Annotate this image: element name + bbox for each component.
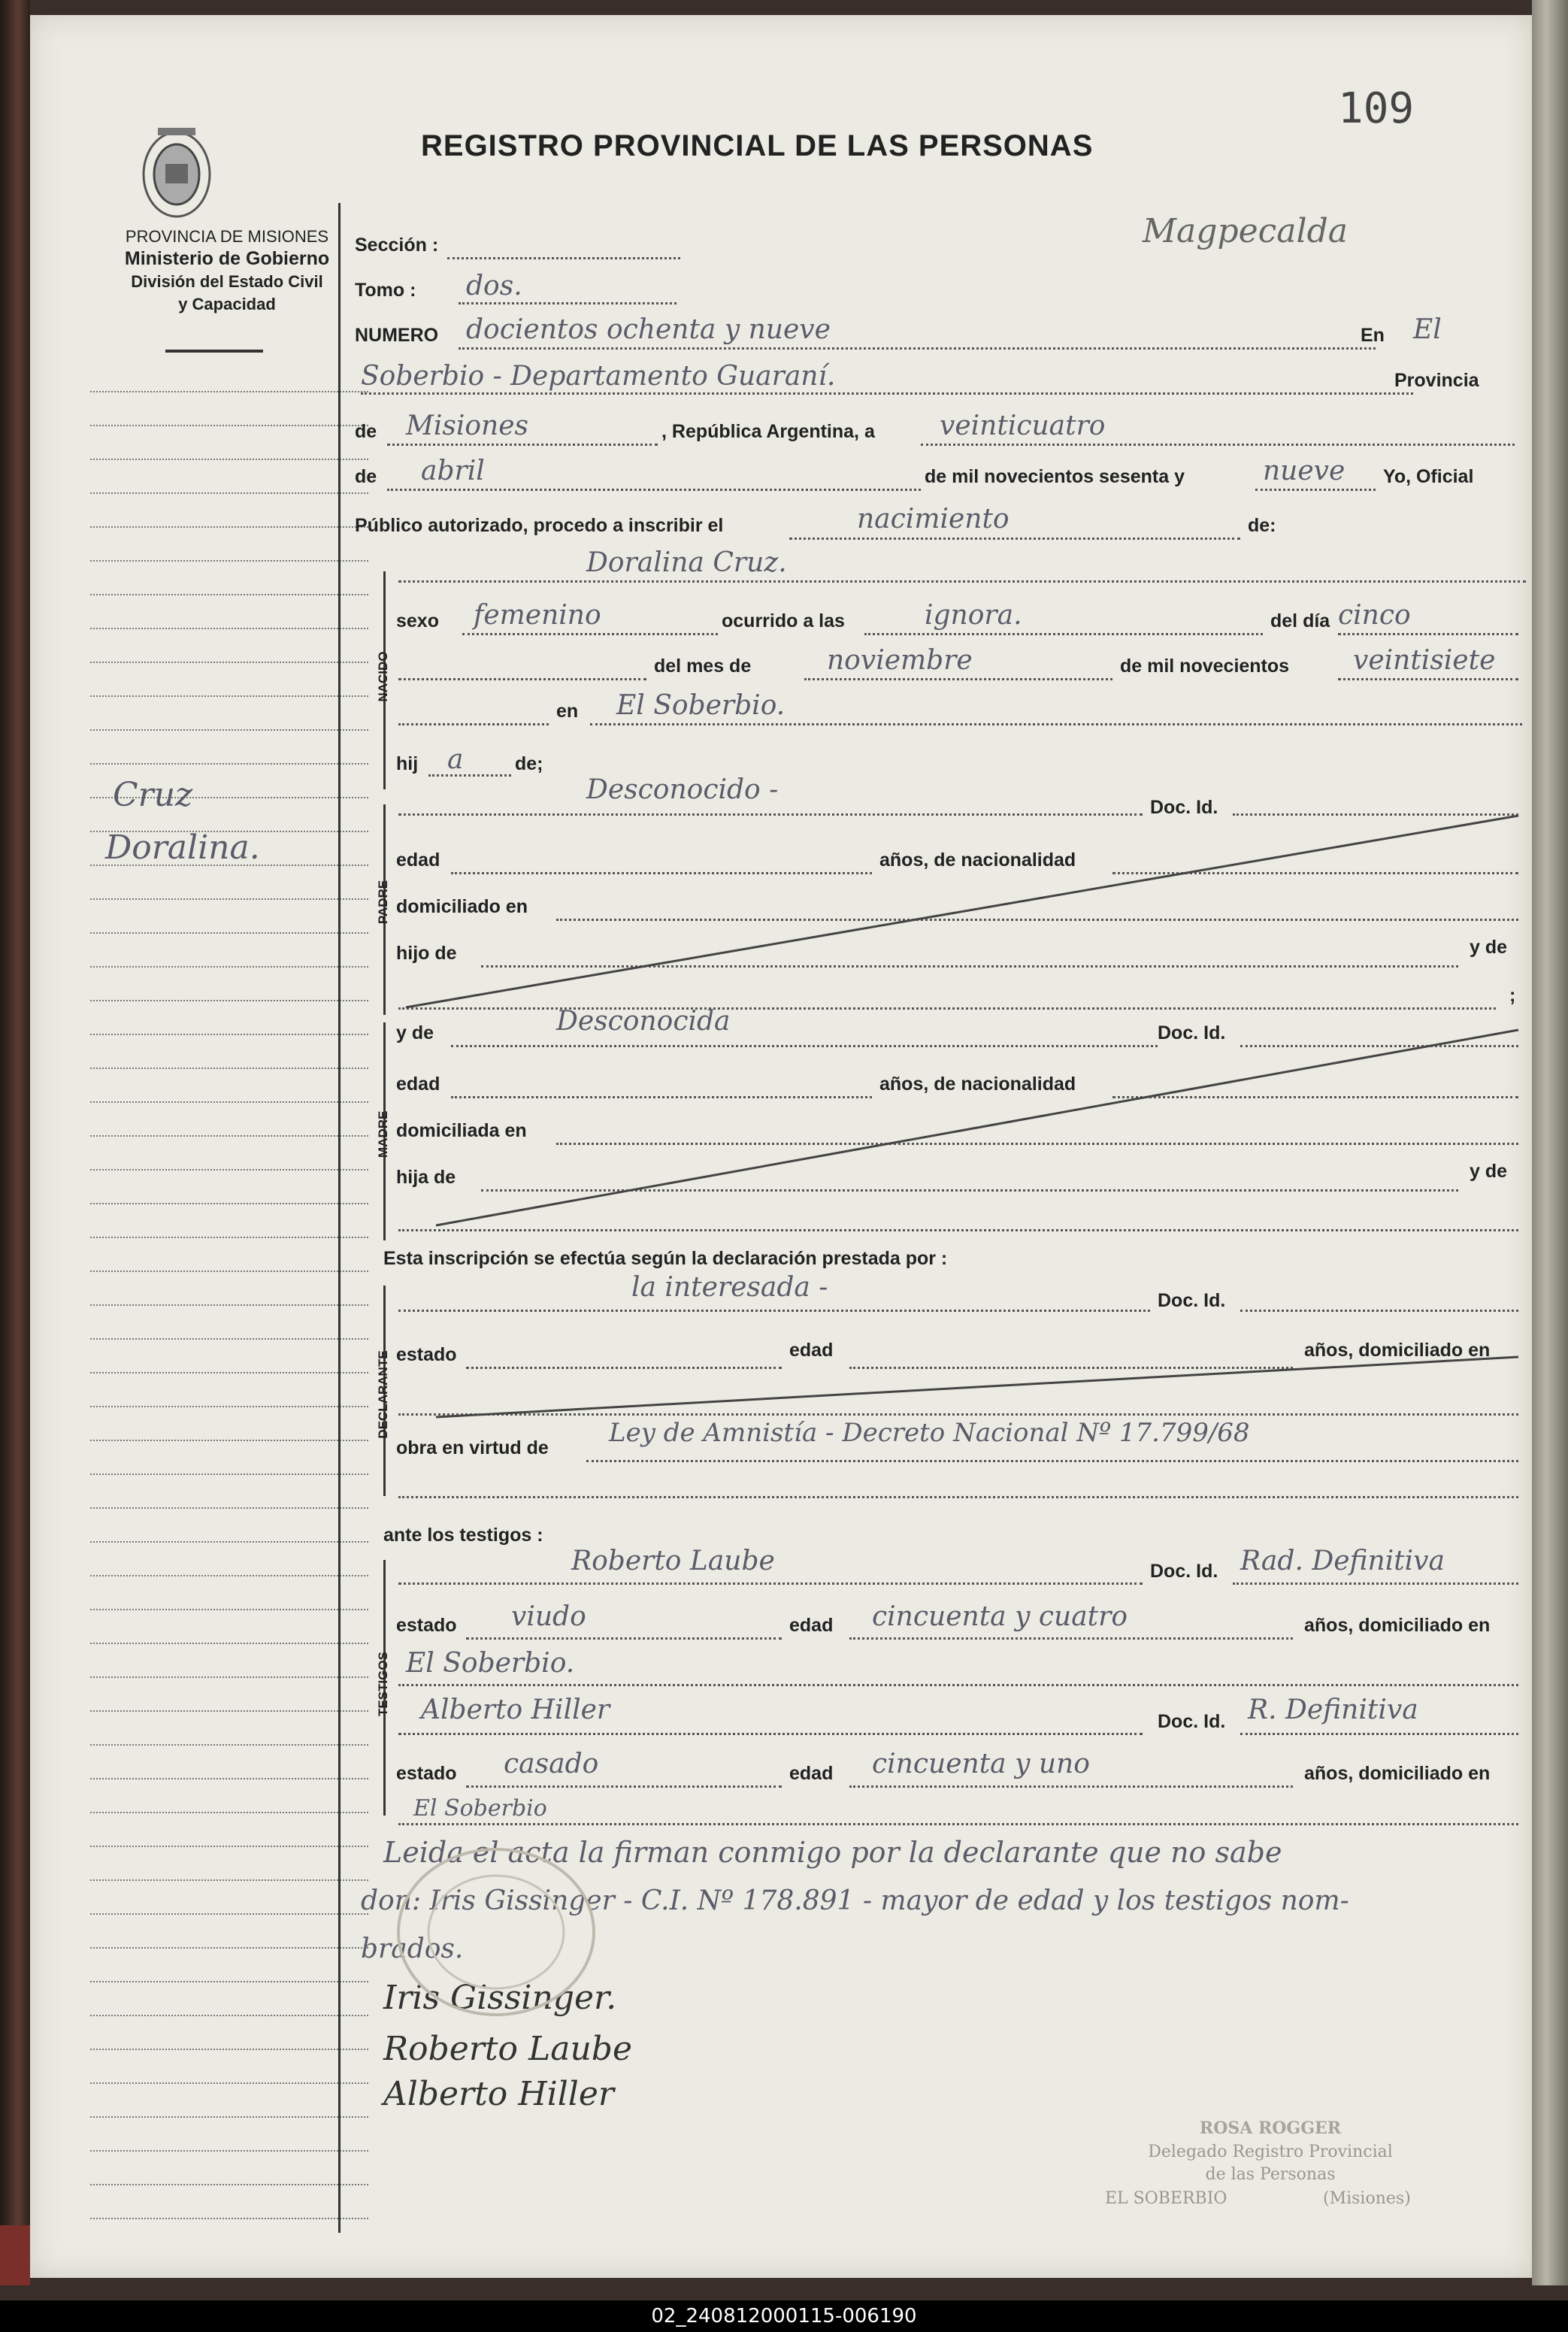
margin-line xyxy=(90,492,368,494)
margin-line xyxy=(90,1304,368,1306)
margin-line xyxy=(90,459,368,460)
signature-testigo2: Alberto Hiller xyxy=(383,2075,614,2113)
margin-line xyxy=(90,1846,368,1847)
madre-y-de-label: y de xyxy=(396,1022,434,1043)
margin-line xyxy=(90,1913,368,1915)
testigos-section-label: TESTIGOS xyxy=(376,1652,390,1716)
margin-line xyxy=(90,1676,368,1678)
margin-line xyxy=(90,1541,368,1543)
margin-line xyxy=(90,662,368,663)
madre-edad-label: edad xyxy=(396,1074,440,1095)
padre-dom-label: domiciliado en xyxy=(396,896,528,917)
margin-line xyxy=(90,594,368,595)
margin-line xyxy=(90,1406,368,1407)
declarante-doc-label: Doc. Id. xyxy=(1158,1290,1226,1311)
margin-line xyxy=(90,1068,368,1069)
nota-line-1: Leida el acta la firman conmigo por la declarante que no sabe xyxy=(383,1836,1282,1869)
margin-line xyxy=(90,1575,368,1576)
nota-line-3: brados. xyxy=(361,1934,464,1964)
stamp-subtitle: de las Personas xyxy=(1205,2165,1336,2184)
testigo1-estado-label: estado xyxy=(396,1615,457,1636)
testigo2-value: Alberto Hiller xyxy=(421,1694,610,1725)
testigo1-dom-label: años, domiciliado en xyxy=(1304,1615,1491,1636)
numero-label: NUMERO xyxy=(355,325,439,346)
testigo2-edad-label: edad xyxy=(789,1763,834,1784)
margin-line xyxy=(90,1237,368,1238)
testigo1-edad-line xyxy=(849,1637,1293,1640)
testigo1-estado-value: viudo xyxy=(511,1601,586,1632)
declarante-line xyxy=(398,1310,1150,1312)
declarante-section-label: DECLARANTE xyxy=(376,1350,390,1439)
ocurrido-label: ocurrido a las xyxy=(722,610,845,631)
nota-line-2: don: Iris Gissinger - C.I. Nº 178.891 - mayor de edad y los testigos nom- xyxy=(361,1885,1349,1916)
province-label: PROVINCIA DE MISIONES xyxy=(125,227,329,246)
testigo2-line xyxy=(398,1733,1143,1735)
del-mes-label: del mes de xyxy=(654,656,752,677)
testigo2-dom-value: El Soberbio xyxy=(413,1795,547,1822)
margin-line xyxy=(90,1710,368,1712)
sexo-value: femenino xyxy=(474,600,601,631)
division-label: División del Estado Civil xyxy=(131,272,323,291)
testigo1-doc-value: Rad. Definitiva xyxy=(1240,1546,1445,1576)
book-binding xyxy=(0,0,30,2285)
dia-line xyxy=(1338,633,1518,635)
testigo2-dom-label: años, domiciliado en xyxy=(1304,1763,1491,1784)
margin-line xyxy=(90,425,368,426)
anio-value: veintisiete xyxy=(1353,645,1496,676)
margin-line xyxy=(90,1135,368,1137)
padre-nac-label: años, de nacionalidad xyxy=(879,850,1076,871)
seccion-line xyxy=(447,257,680,259)
margin-line xyxy=(90,932,368,934)
margin-line xyxy=(90,1507,368,1509)
testigo1-edad-value: cincuenta y cuatro xyxy=(872,1601,1128,1632)
signature-testigo1: Roberto Laube xyxy=(383,2030,633,2068)
dia-inscripcion-value: veinticuatro xyxy=(940,410,1106,441)
capacity-label: y Capacidad xyxy=(178,295,276,313)
yo-oficial-label: Yo, Oficial xyxy=(1383,466,1474,487)
madre-nac-label: años, de nacionalidad xyxy=(879,1074,1076,1095)
madre-hija-label: hija de xyxy=(396,1167,456,1188)
margin-surname: Cruz xyxy=(113,776,193,814)
margin-line xyxy=(90,1169,368,1171)
margin-line xyxy=(90,695,368,697)
margin-line xyxy=(90,763,368,765)
mes-line xyxy=(804,678,1112,680)
en2-label: en xyxy=(556,701,579,722)
padre-section-label: PADRE xyxy=(376,880,390,925)
coat-of-arms-icon xyxy=(135,120,218,226)
semicolon-label: ; xyxy=(1509,985,1516,1006)
mil-novecientos-label: de mil novecientos xyxy=(1120,656,1290,677)
dia-value: cinco xyxy=(1338,600,1411,631)
declarante-cancel-stroke xyxy=(391,1346,1533,1428)
declarante-estado-label: estado xyxy=(396,1344,457,1365)
mes-inscripcion-line xyxy=(387,489,921,491)
margin-line xyxy=(90,2150,368,2152)
margin-line xyxy=(90,2049,368,2050)
margin-line xyxy=(90,729,368,731)
nombre-value: Doralina Cruz. xyxy=(586,547,787,578)
lugar-line xyxy=(361,392,1413,395)
nacido-section-label: NACIDO xyxy=(376,651,390,702)
margin-line xyxy=(90,1000,368,1001)
header-signature: Magpecalda xyxy=(1143,212,1349,250)
hora-line xyxy=(864,633,1263,635)
margin-line xyxy=(90,1034,368,1035)
sexo-label: sexo xyxy=(396,610,439,631)
mes-value: noviembre xyxy=(827,645,973,676)
image-id-footer: 02_240812000115-006190 xyxy=(0,2300,1568,2332)
page-number: 109 xyxy=(1338,84,1415,133)
margin-line xyxy=(90,1609,368,1610)
margin-line xyxy=(90,2015,368,2016)
testigo1-line xyxy=(398,1582,1143,1585)
margin-line xyxy=(90,2116,368,2118)
margin-line xyxy=(90,1643,368,1644)
hij-line xyxy=(428,774,511,777)
testigo1-edad-label: edad xyxy=(789,1615,834,1636)
testigo2-edad-line xyxy=(849,1785,1293,1788)
numero-line xyxy=(459,347,1376,350)
madre-dom-label: domiciliada en xyxy=(396,1120,527,1141)
de4-label: de; xyxy=(515,753,543,774)
stamp-locality: EL SOBERBIO xyxy=(1105,2189,1227,2208)
republica-label: , República Argentina, a xyxy=(661,421,875,442)
margin-line xyxy=(90,1744,368,1746)
de2-label: de xyxy=(355,466,377,487)
margin-line xyxy=(90,1101,368,1103)
margin-line xyxy=(90,391,368,392)
testigo1-value: Roberto Laube xyxy=(571,1546,775,1576)
margin-line xyxy=(90,898,368,900)
testigo2-estado-label: estado xyxy=(396,1763,457,1784)
virtud-extra-line xyxy=(398,1496,1518,1498)
testigo2-edad-value: cincuenta y uno xyxy=(872,1749,1090,1779)
madre-value: Desconocida xyxy=(556,1006,731,1037)
madre-doc-label: Doc. Id. xyxy=(1158,1022,1226,1043)
testigo2-doc-value: R. Definitiva xyxy=(1248,1694,1418,1725)
ante-label: ante los testigos : xyxy=(383,1525,543,1546)
margin-line xyxy=(90,1372,368,1373)
de3-label: de: xyxy=(1248,515,1276,536)
margin-line xyxy=(90,2184,368,2185)
margin-line xyxy=(90,966,368,968)
margin-line xyxy=(90,1473,368,1475)
de-label: de xyxy=(355,421,377,442)
lugar-nac-line xyxy=(590,723,1522,725)
testigo1-estado-line xyxy=(466,1637,782,1640)
margin-line xyxy=(90,1947,368,1949)
padre-y-de-label: y de xyxy=(1470,937,1508,958)
padre-doc-label: Doc. Id. xyxy=(1150,797,1218,818)
en-value: El xyxy=(1413,314,1442,345)
signature-declarante: Iris Gissinger. xyxy=(383,1979,617,2017)
del-dia-label: del día xyxy=(1270,610,1330,631)
margin-line xyxy=(90,2082,368,2084)
en2-pre-line xyxy=(398,723,549,725)
declarante-edad-label: edad xyxy=(789,1340,834,1361)
hora-value: ignora. xyxy=(925,600,1022,631)
margin-line xyxy=(90,1778,368,1779)
virtud-value: Ley de Amnistía - Decreto Nacional Nº 17.799/68 xyxy=(609,1418,1250,1448)
dia-inscripcion-line xyxy=(921,444,1515,446)
madre-y-de-end-label: y de xyxy=(1470,1161,1508,1182)
testigo1-dom-value: El Soberbio. xyxy=(406,1648,575,1679)
declarante-dom-label: años, domiciliado en xyxy=(1304,1340,1491,1361)
stamp-name: ROSA ROGGER xyxy=(1199,2118,1342,2138)
en-label: En xyxy=(1361,325,1385,346)
provincia-value: Misiones xyxy=(406,410,529,441)
numero-value: docientos ochenta y nueve xyxy=(466,314,831,345)
anio-inscripcion-line xyxy=(1255,489,1376,491)
stamp-title: Delegado Registro Provincial xyxy=(1148,2143,1393,2161)
margin-line xyxy=(90,1981,368,1982)
margin-line xyxy=(90,1812,368,1813)
margin-line xyxy=(90,560,368,562)
madre-cancel-stroke xyxy=(391,1022,1533,1240)
hij-label: hij xyxy=(396,753,419,774)
provincia-label: Provincia xyxy=(1394,370,1479,391)
acto-line xyxy=(789,538,1240,540)
padre-hijo-label: hijo de xyxy=(396,943,457,964)
mil-sesenta-label: de mil novecientos sesenta y xyxy=(925,466,1185,487)
header-rule xyxy=(165,350,263,353)
testigo2-doc-line xyxy=(1240,1733,1518,1735)
anio-line xyxy=(1338,678,1518,680)
stamp-province: (Misiones) xyxy=(1323,2189,1411,2208)
testigo2-dom-line xyxy=(398,1823,1518,1825)
page-title: REGISTRO PROVINCIAL DE LAS PERSONAS xyxy=(421,129,1094,162)
hij-suffix-value: a xyxy=(447,744,464,775)
testigo1-doc-label: Doc. Id. xyxy=(1150,1561,1218,1582)
margin-line xyxy=(90,1203,368,1204)
provincia-line xyxy=(387,444,658,446)
margin-rule xyxy=(338,203,341,2233)
testigo2-estado-value: casado xyxy=(504,1749,599,1779)
obra-label: obra en virtud de xyxy=(396,1437,549,1458)
margin-line xyxy=(90,1440,368,1441)
lugar-nac-value: El Soberbio. xyxy=(616,690,786,721)
margin-line xyxy=(90,628,368,629)
binding-corner xyxy=(0,2225,30,2285)
acto-value: nacimiento xyxy=(857,504,1010,535)
padre-value: Desconocido - xyxy=(586,774,779,805)
virtud-line xyxy=(586,1460,1518,1462)
del-mes-pre-line xyxy=(398,678,646,680)
margin-line xyxy=(90,1270,368,1272)
padre-cancel-stroke xyxy=(391,804,1533,1022)
padre-edad-label: edad xyxy=(396,850,440,871)
ministry-label: Ministerio de Gobierno xyxy=(124,248,330,269)
nombre-line xyxy=(398,580,1526,583)
declarante-doc-line xyxy=(1240,1310,1518,1312)
testigo2-doc-label: Doc. Id. xyxy=(1158,1711,1226,1732)
lugar-value: Soberbio - Departamento Guaraní. xyxy=(361,361,836,392)
testigo1-dom-line xyxy=(398,1684,1518,1686)
anio-inscripcion-value: nueve xyxy=(1263,456,1346,486)
declarante-value: la interesada - xyxy=(631,1272,828,1303)
testigo2-estado-line xyxy=(466,1785,782,1788)
tomo-value: dos. xyxy=(466,271,522,301)
seccion-label: Sección : xyxy=(355,235,439,256)
tomo-label: Tomo : xyxy=(355,280,416,301)
margin-line xyxy=(90,2218,368,2219)
margin-line xyxy=(90,1338,368,1340)
margin-line xyxy=(90,1879,368,1881)
register-page xyxy=(30,15,1532,2278)
margin-line xyxy=(90,526,368,528)
mes-inscripcion-value: abril xyxy=(421,456,485,486)
margin-given-name: Doralina. xyxy=(105,828,260,867)
inscripcion-label: Esta inscripción se efectúa según la declaración prestada por : xyxy=(383,1248,948,1269)
tomo-line xyxy=(459,302,677,304)
round-stamp-icon xyxy=(383,1834,609,2030)
testigo1-doc-line xyxy=(1233,1582,1518,1585)
madre-section-label: MADRE xyxy=(376,1110,390,1158)
sexo-line xyxy=(462,633,718,635)
book-cover-edge xyxy=(1532,0,1568,2285)
publico-label: Público autorizado, procedo a inscribir el xyxy=(355,515,724,536)
